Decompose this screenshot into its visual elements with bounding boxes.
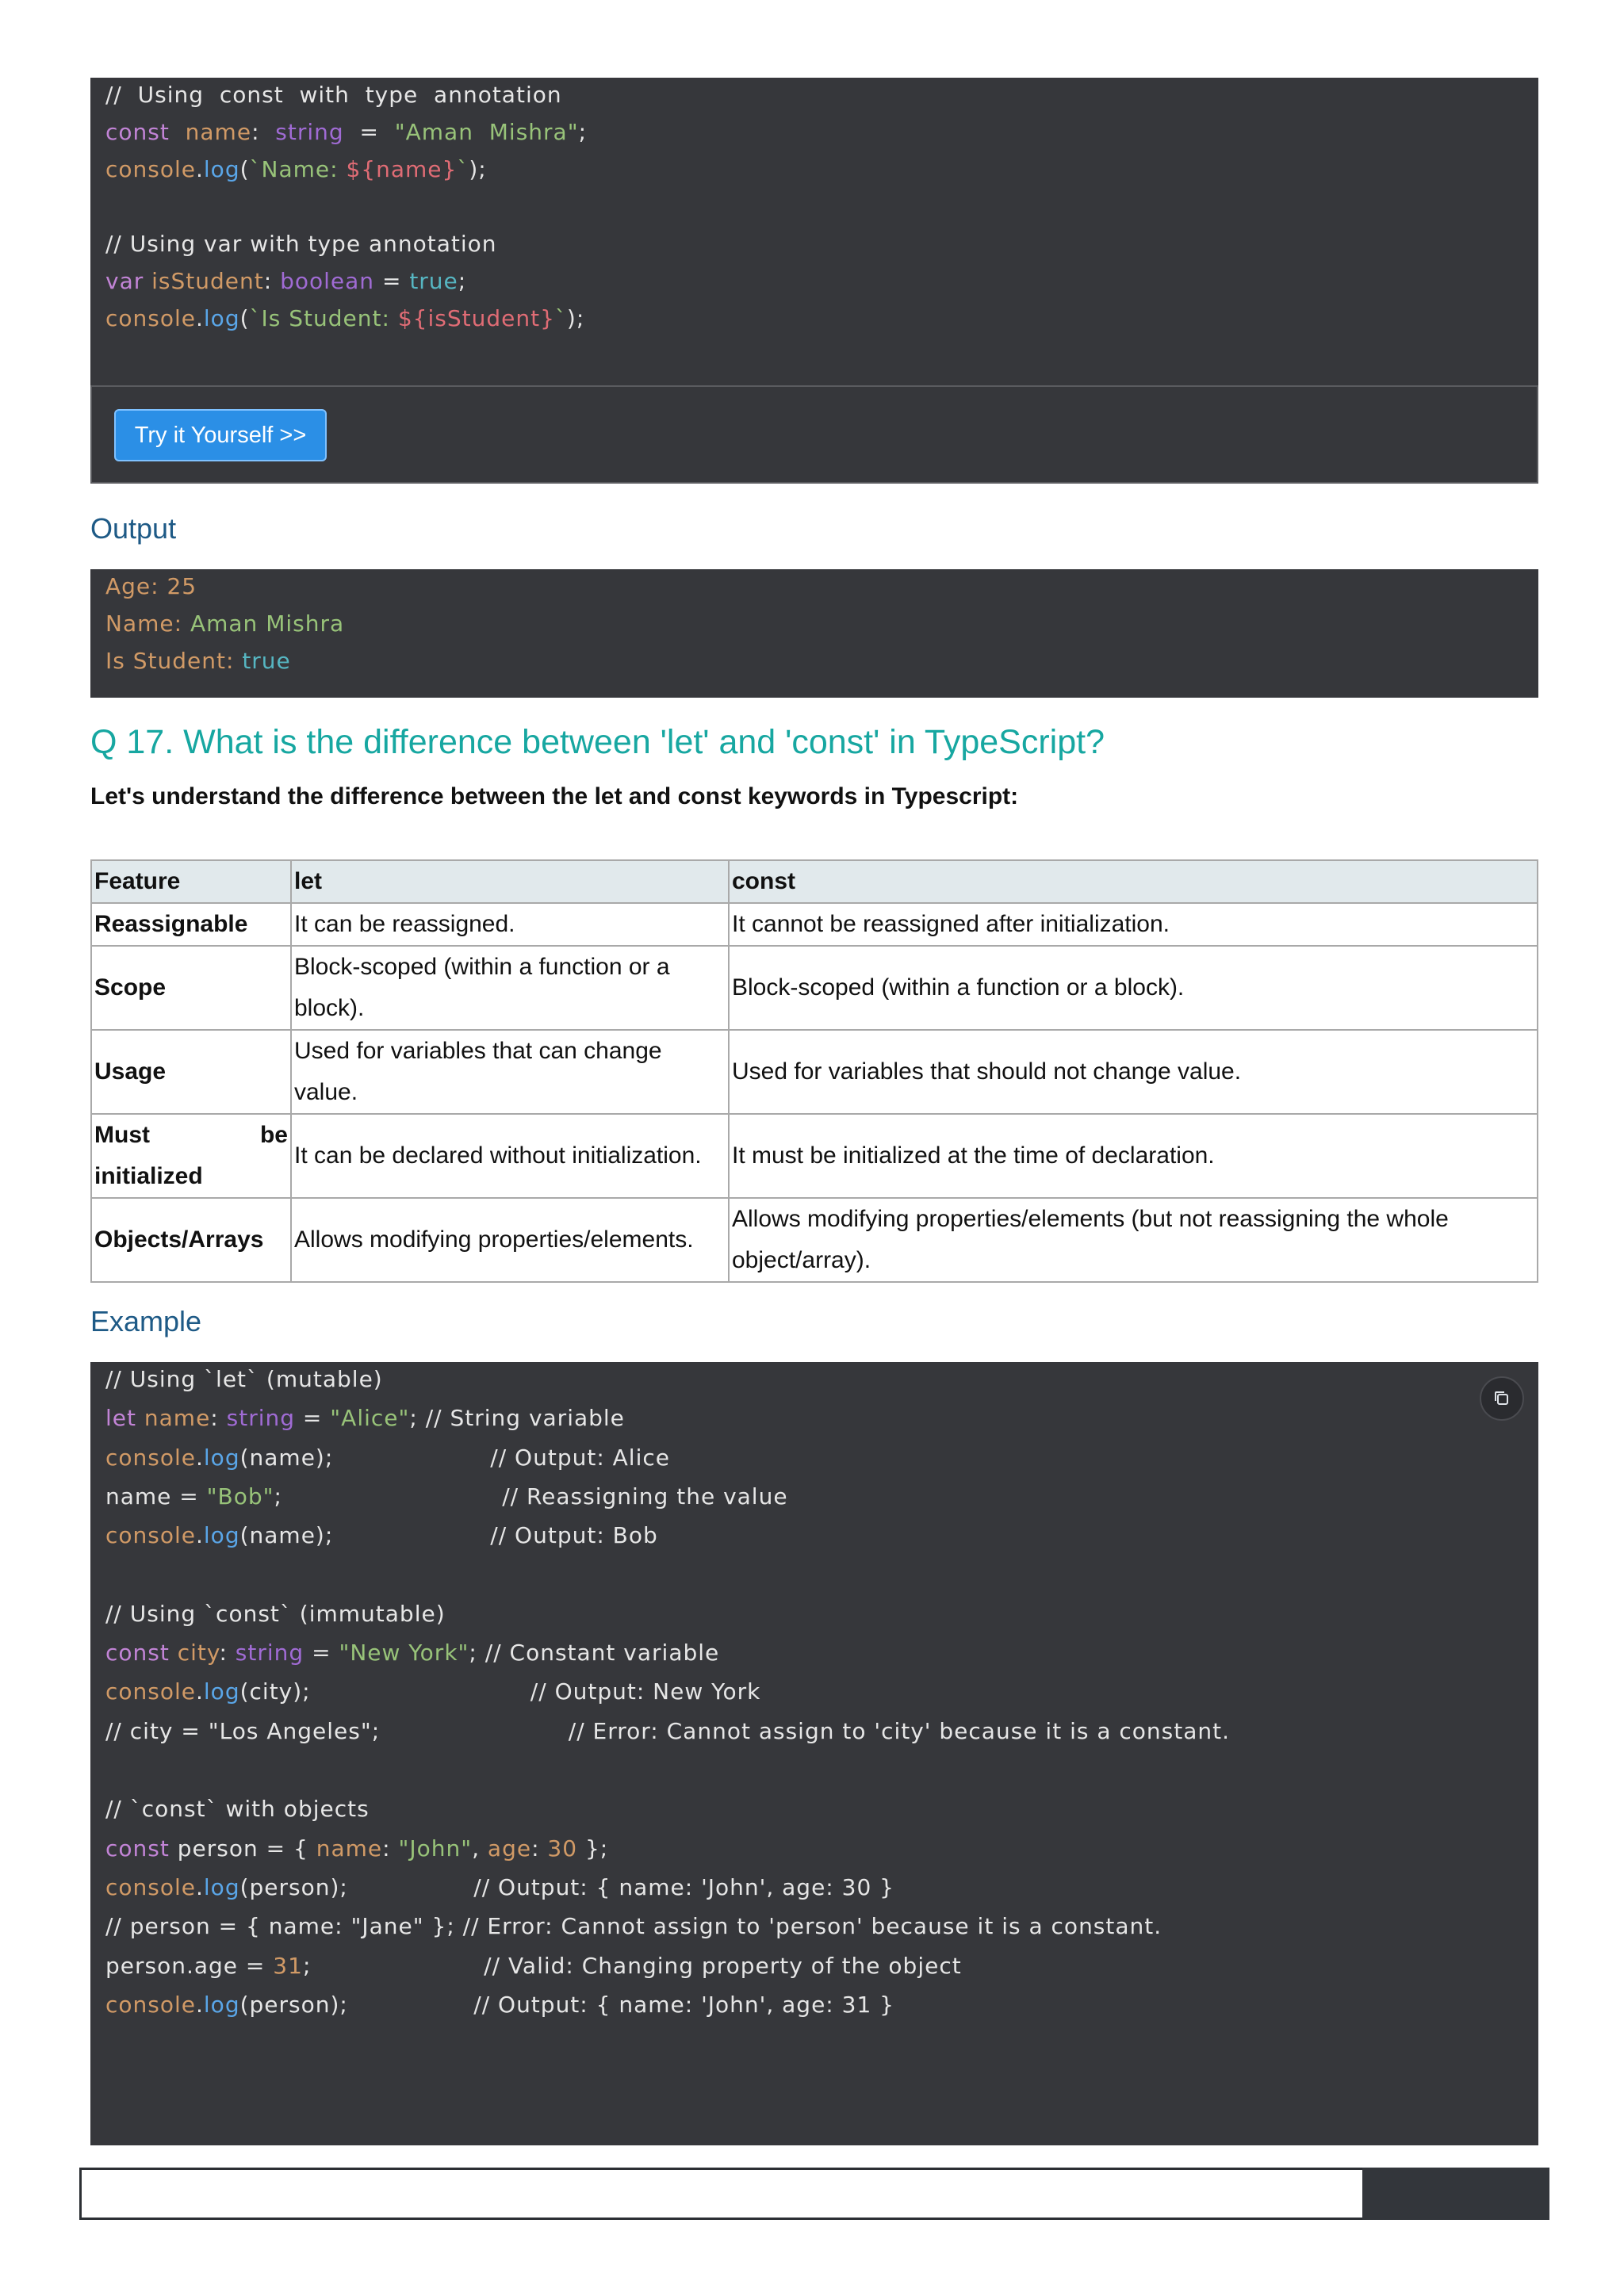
code-token: (name); // Output: Bob — [239, 1522, 658, 1549]
code-token: // `const` with objects — [105, 1796, 370, 1823]
code-token: `Name: — [249, 156, 347, 182]
code-token: : — [251, 119, 276, 145]
example-heading: Example — [90, 1305, 202, 1337]
code-line — [105, 1678, 761, 1705]
code-token: . — [196, 1678, 204, 1705]
code-token: : — [219, 1640, 236, 1667]
code-token: log — [203, 1444, 240, 1471]
code-token: : — [382, 1835, 399, 1862]
code-line — [105, 1483, 788, 1510]
code-line — [105, 610, 345, 637]
code-line — [105, 1952, 962, 1979]
code-token: boolean — [280, 268, 375, 294]
code-token: // Using var with type annotation — [105, 231, 497, 257]
table-header-row — [91, 860, 1538, 903]
code-token: ( — [239, 305, 250, 331]
code-line — [105, 1640, 720, 1667]
code-token: Name: — [105, 610, 190, 637]
code-line — [105, 84, 562, 106]
code-token: ( — [239, 156, 250, 182]
code-token: "John" — [398, 1835, 473, 1862]
code-token: . — [196, 1522, 204, 1549]
code-token: log — [203, 305, 240, 331]
code-token: ; // Reassigning the value — [274, 1483, 788, 1510]
code-line — [105, 1796, 370, 1823]
code-token: var — [105, 268, 144, 294]
code-token: ` — [554, 305, 567, 331]
code-block-annotations — [90, 78, 1538, 385]
code-token: // Using `const` (immutable) — [105, 1600, 446, 1627]
table-cell-const: It must be initialized at the time of declaration. — [729, 1114, 1538, 1198]
code-token: Is Student: — [105, 648, 243, 674]
table-cell-let: Block-scoped (within a function or a block). — [291, 946, 729, 1030]
code-token: city — [177, 1640, 220, 1667]
code-token: // Using const with type annotation — [105, 82, 562, 108]
code-token: person.age = — [105, 1952, 274, 1979]
code-line — [105, 1368, 383, 1391]
table-row — [91, 903, 1538, 946]
code-token: (person); // Output: { name: 'John', age: 30 } — [239, 1873, 894, 1900]
code-token: name — [185, 119, 252, 145]
code-line — [105, 305, 585, 331]
code-token: person = { — [169, 1835, 316, 1862]
code-token: console — [105, 1522, 196, 1549]
code-token: (name); // Output: Alice — [239, 1444, 670, 1471]
code-token: // Using `let` (mutable) — [105, 1366, 383, 1392]
code-token: 31 — [273, 1952, 303, 1979]
code-token: , — [472, 1835, 488, 1862]
code-token: const — [105, 1640, 170, 1667]
code-line — [105, 1522, 658, 1549]
code-token — [170, 119, 186, 145]
copy-code-button[interactable] — [1480, 1376, 1524, 1421]
code-token: ${name} — [346, 156, 458, 182]
code-token: (person); // Output: { name: 'John', age: 31 } — [239, 1991, 894, 2018]
code-token: console — [105, 305, 196, 331]
code-token: const — [105, 119, 170, 145]
code-token: log — [203, 1678, 240, 1705]
table-cell-feature: Must be initialized — [91, 1114, 291, 1198]
code-token: console — [105, 1991, 196, 2018]
code-token: true — [409, 268, 458, 294]
footer-dark-segment — [1362, 2168, 1549, 2220]
code-line — [105, 1991, 894, 2018]
code-token: name — [144, 1405, 211, 1432]
header-let: let — [291, 860, 729, 903]
code-line — [105, 1444, 670, 1471]
code-token: ; — [458, 268, 467, 294]
code-token: isStudent — [151, 268, 264, 294]
code-token — [136, 1405, 144, 1431]
code-line — [105, 573, 197, 599]
header-feature: Feature — [91, 860, 291, 903]
table-cell-let: Allows modifying properties/elements. — [291, 1198, 729, 1282]
example-code-block — [90, 1362, 1538, 2145]
code-token: `Is Student: — [249, 305, 398, 331]
table-cell-feature: Scope — [91, 946, 291, 1030]
table-cell-let: It can be declared without initialization. — [291, 1114, 729, 1198]
table-cell-const: Allows modifying properties/elements (but not reassigning the whole object/array). — [729, 1198, 1538, 1282]
code-token: }; — [577, 1835, 609, 1862]
code-token: "Alice" — [330, 1405, 410, 1432]
code-token: = — [295, 1405, 331, 1432]
code-token: console — [105, 1873, 196, 1900]
code-token: console — [105, 1678, 196, 1705]
output-block — [90, 569, 1538, 698]
code-token: "Bob" — [206, 1483, 274, 1510]
code-token: Age: 25 — [105, 573, 197, 599]
intro-text: Let's understand the difference between the let and const keywords in Typescript: — [90, 783, 1019, 809]
question-title: Q 17. What is the difference between 'let' and 'const' in TypeScript? — [90, 723, 1105, 761]
table-cell-let: Used for variables that can change value. — [291, 1030, 729, 1114]
code-token: log — [203, 1991, 240, 2018]
code-line — [105, 233, 497, 255]
copy-icon — [1492, 1389, 1511, 1408]
code-token: ` — [457, 156, 469, 182]
code-token: . — [196, 1991, 204, 2018]
code-line — [105, 156, 487, 182]
code-token: ); — [469, 156, 487, 182]
code-token: (city); // Output: New York — [239, 1678, 761, 1705]
code-line — [105, 121, 587, 144]
code-token: "Aman Mishra" — [394, 119, 579, 145]
code-line — [105, 1915, 1162, 1938]
code-token: ; // Valid: Changing property of the object — [302, 1952, 962, 1979]
code-token: = — [343, 119, 395, 145]
table-cell-const: It cannot be reassigned after initialization. — [729, 903, 1538, 946]
try-it-panel — [90, 385, 1538, 484]
code-line — [105, 1717, 1231, 1744]
code-token: // city = "Los Angeles"; // Error: Cannot assign to 'city' because it is a constant. — [105, 1717, 1231, 1744]
code-line — [105, 1873, 894, 1900]
comparison-table — [90, 859, 1538, 1283]
header-const: const — [729, 860, 1538, 903]
code-token: log — [203, 1873, 240, 1900]
code-token: . — [196, 1873, 204, 1900]
code-token: age — [487, 1835, 532, 1862]
code-token: Aman Mishra — [190, 610, 345, 637]
code-token: name — [316, 1835, 383, 1862]
table-cell-let: It can be reassigned. — [291, 903, 729, 946]
code-token: string — [235, 1640, 304, 1667]
table-cell-feature: Objects/Arrays — [91, 1198, 291, 1282]
code-token: ; // String variable — [409, 1405, 625, 1432]
output-heading: Output — [90, 512, 177, 545]
table-row — [91, 946, 1538, 1030]
code-line — [105, 270, 466, 293]
table-cell-feature: Reassignable — [91, 903, 291, 946]
table-cell-const: Block-scoped (within a function or a block). — [729, 946, 1538, 1030]
code-token: . — [196, 305, 204, 331]
try-it-yourself-button[interactable]: Try it Yourself >> — [114, 409, 327, 461]
table-row — [91, 1198, 1538, 1282]
footer-bar — [79, 2168, 1549, 2220]
table-cell-feature: Usage — [91, 1030, 291, 1114]
code-token: true — [242, 648, 291, 674]
code-token: const — [105, 1835, 170, 1862]
code-token: . — [196, 1444, 204, 1471]
code-token: name = — [105, 1483, 207, 1510]
code-token: // person = { name: "Jane" }; // Error: Cannot assign to 'person' because it is a constant. — [105, 1913, 1162, 1940]
code-token: let — [105, 1405, 136, 1432]
code-line — [105, 1405, 625, 1432]
code-line — [105, 1600, 446, 1627]
code-token: ; — [578, 119, 588, 145]
code-token: ; // Constant variable — [469, 1640, 720, 1667]
code-token: log — [203, 156, 240, 182]
code-token: string — [226, 1405, 296, 1432]
code-token: . — [196, 156, 204, 182]
code-token: "New York" — [339, 1640, 469, 1667]
code-line — [105, 650, 291, 672]
code-token: ${isStudent} — [397, 305, 555, 331]
code-token: string — [275, 119, 344, 145]
code-token: console — [105, 156, 196, 182]
code-token: : — [210, 1405, 227, 1432]
table-row — [91, 1030, 1538, 1114]
code-line — [105, 1835, 609, 1862]
code-token: console — [105, 1444, 196, 1471]
code-token: : — [263, 268, 281, 294]
table-row — [91, 1114, 1538, 1198]
code-token — [144, 268, 151, 294]
code-token: = — [304, 1640, 339, 1667]
code-token: : — [531, 1835, 548, 1862]
code-token: 30 — [547, 1835, 578, 1862]
code-token — [170, 1640, 178, 1666]
code-token: log — [203, 1522, 240, 1549]
table-cell-const: Used for variables that should not change value. — [729, 1030, 1538, 1114]
code-token: = — [374, 268, 410, 294]
code-token: ); — [566, 305, 585, 331]
